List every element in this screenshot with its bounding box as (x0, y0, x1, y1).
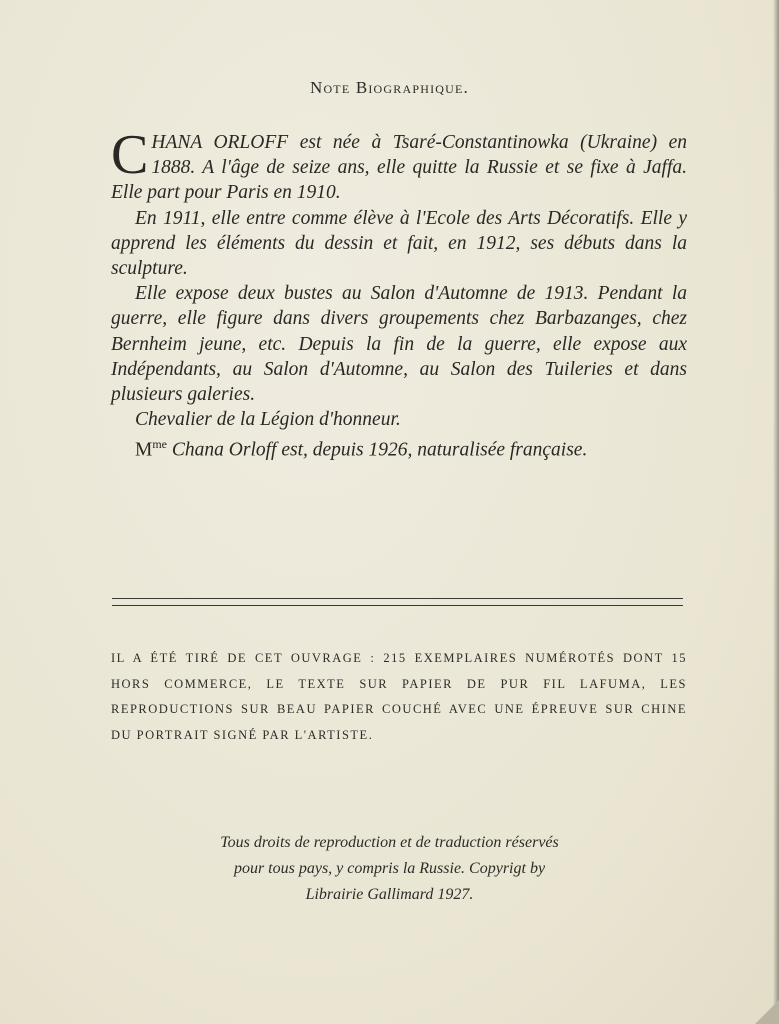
page-edge-shadow (773, 0, 779, 1024)
title-prefix: M (135, 439, 153, 461)
title-superscript: me (152, 437, 168, 452)
bio-paragraph-2: En 1911, elle entre comme élève à l'Ecole des Arts Décoratifs. Elle y apprend les éléments du dessin et fait, en 1912, ses débuts dans la sculpture. (111, 207, 687, 280)
colophon-text: IL A ÉTÉ TIRÉ DE CET OUVRAGE : 215 EXEMPLAIRES NUMÉROTÉS DONT 15 HORS COMMERCE, LE TEXTE SUR PAPIER DE PUR FIL LAFUMA, LES REPRODUCTIONS SUR BEAU PAPIER COUCHÉ AVEC UNE ÉPREUVE SUR CHINE DU PORTRAIT SIGNÉ PAR L'ARTISTE. (111, 651, 687, 742)
bio-paragraph-1-text: HANA ORLOFF est née à Tsaré-Constantinowka (Ukraine) en 1888. A l'âge de seize ans, elle quitte la Russie et se fixe à Jaffa. Elle part pour Paris en 1910. (111, 132, 687, 204)
divider-rule-top (112, 598, 683, 599)
copyright-line-3: Librairie Gallimard 1927. (305, 886, 474, 903)
bio-paragraph-3: Elle expose deux bustes au Salon d'Automne de 1913. Pendant la guerre, elle figure dans divers groupements chez Barbazanges, chez Bernheim jeune, etc. Depuis la fin de la guerre, elle expose aux Indépendants, au Salon d'Automne, au Salon des Tuileries et dans plusieurs galeries. (111, 283, 687, 406)
bio-paragraph-1 (111, 124, 687, 206)
biography-text (111, 124, 687, 463)
drop-cap: C (111, 124, 149, 186)
bio-paragraph-5 (111, 432, 687, 463)
corner-fold (755, 1000, 779, 1024)
copyright-notice (0, 830, 779, 908)
divider-rule-bottom (112, 605, 683, 606)
bio-paragraph-4: Chevalier de la Légion d'honneur. (135, 409, 401, 431)
copyright-line-2: pour tous pays, y compris la Russie. Copyrigt by (233, 860, 546, 877)
copyright-line-1: Tous droits de reproduction et de traduction réservés (220, 834, 559, 851)
bio-paragraph-5-text: Chana Orloff est, depuis 1926, naturalisée française. (167, 439, 588, 461)
page-title: Note Biographique. (309, 78, 470, 97)
